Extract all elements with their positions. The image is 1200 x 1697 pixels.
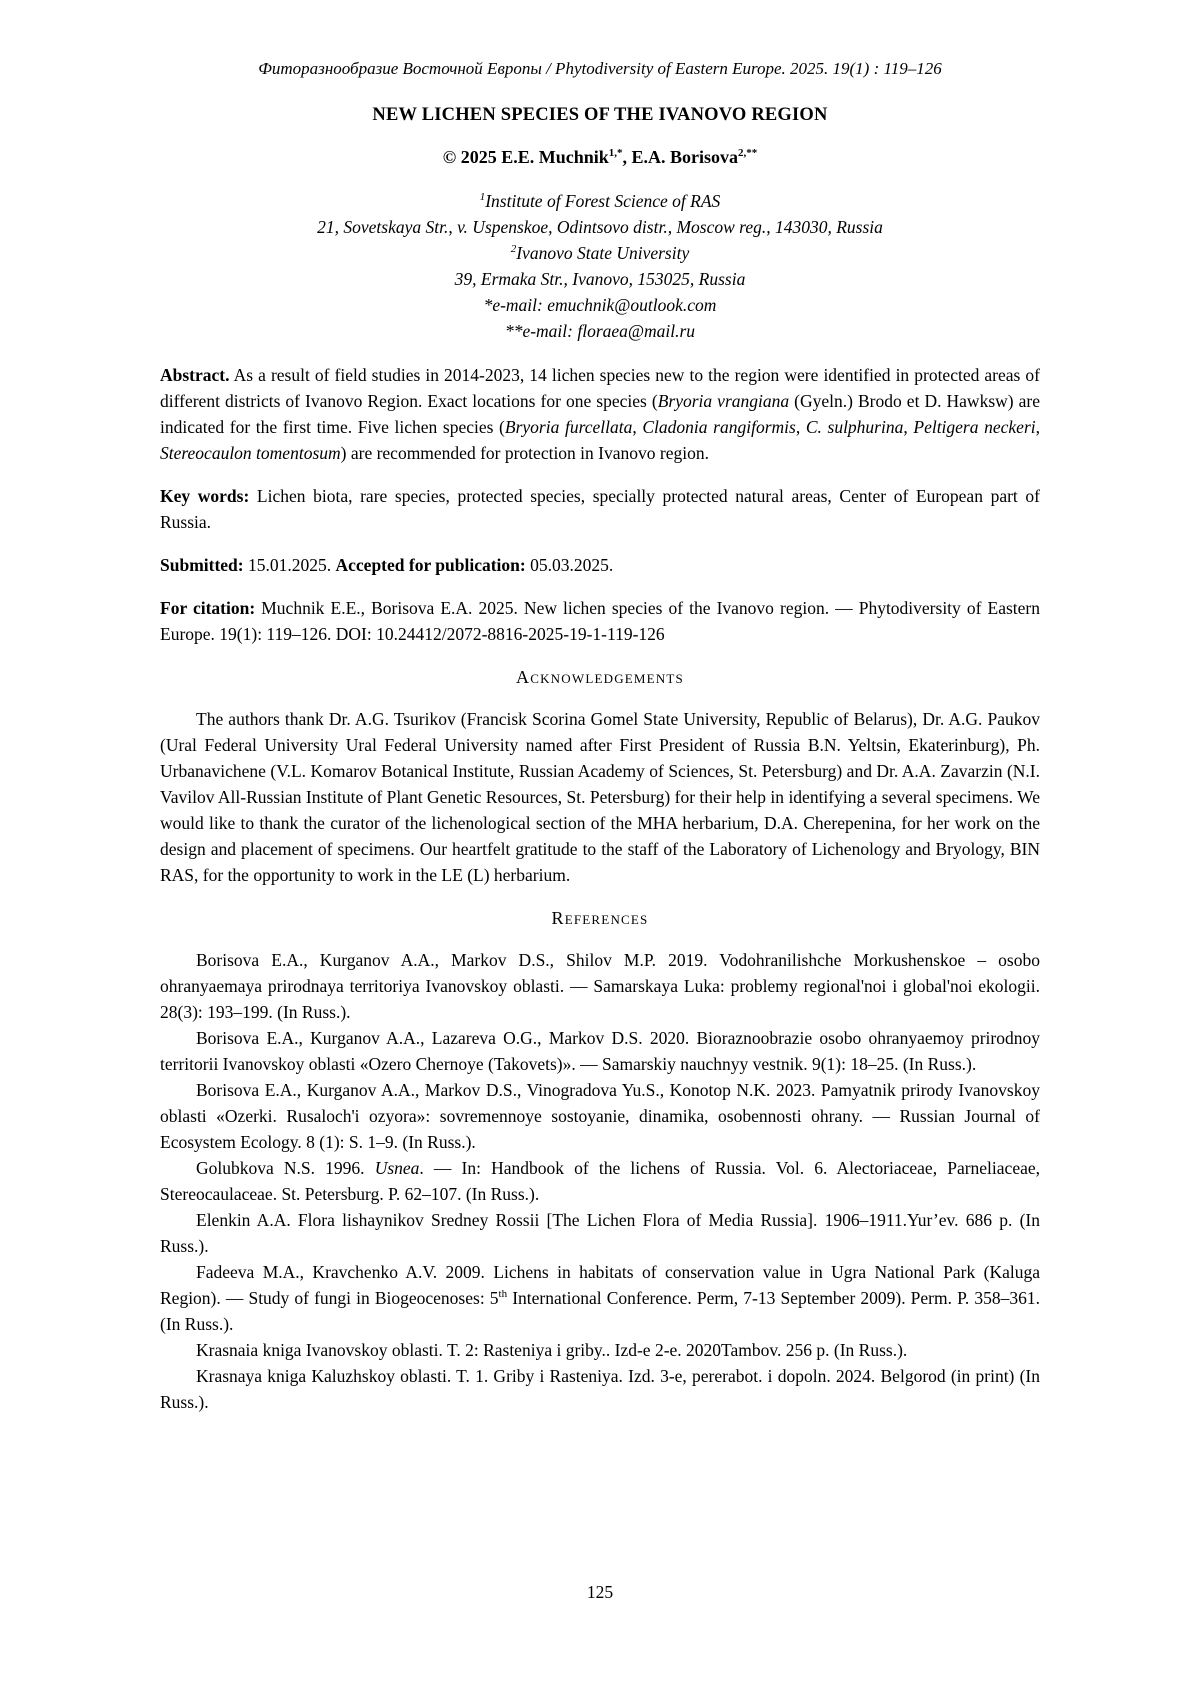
reference-superscript: th <box>498 1288 508 1301</box>
citation-paragraph <box>160 595 1040 647</box>
reference-entry <box>160 947 1040 1025</box>
species-name-italic: Bryoria vrangiana <box>657 391 790 411</box>
affiliation-2-address-text: 39, Ermaka Str., Ivanovo, 153025, Russia <box>454 269 746 289</box>
references-heading-text: References <box>551 908 649 928</box>
reference-text: Krasnaia kniga Ivanovskoy oblasti. T. 2: Rasteniya i griby.. Izd-e 2-e. 2020Tambov. 256 p. (In Russ.). <box>196 1340 908 1360</box>
affiliation-1-address-text: 21, Sovetskaya Str., v. Uspenskoe, Odintsovo distr., Moscow reg., 143030, Russia <box>317 217 883 237</box>
references-heading <box>160 905 1040 931</box>
reference-text: Borisova E.A., Kurganov A.A., Lazareva O.G., Markov D.S. 2020. Bioraznoobrazie osobo ohranyaemoy prirodnoy territorii Ivanovskoy oblasti «Ozero Chernoye (Takovets)». — Samarskiy nauchnyy vestnik. 9(1): 18–25. (In Russ.). <box>160 1028 1040 1074</box>
submitted-value: 15.01.2025. <box>243 555 336 575</box>
abstract-segment: , <box>903 417 914 437</box>
email-1 <box>160 292 1040 318</box>
reference-entry <box>160 1207 1040 1259</box>
email-2-text: **e-mail: floraea@mail.ru <box>504 321 696 341</box>
authors-line <box>160 144 1040 170</box>
abstract-paragraph <box>160 362 1040 466</box>
species-name-italic: Stereocaulon tomentosum <box>160 443 341 463</box>
abstract-segment: , <box>632 417 643 437</box>
species-name-italic: Bryoria furcellata <box>504 417 633 437</box>
affiliation-1-superscript: 1 <box>479 191 486 204</box>
references-list <box>160 947 1040 1415</box>
species-name-italic: Cladonia rangiformis <box>642 417 796 437</box>
affiliation-1-address <box>160 214 1040 240</box>
email-1-text: *e-mail: emuchnik@outlook.com <box>483 295 717 315</box>
reference-text: International Conference. Perm, 7-13 September 2009). Perm. P. 358–361. (In Russ.). <box>160 1288 1040 1334</box>
reference-entry <box>160 1077 1040 1155</box>
reference-text: Borisova E.A., Kurganov A.A., Markov D.S., Shilov M.P. 2019. Vodohranilishche Morkushenskoe – osobo ohranyaemaya prirodnaya territoriya Ivanovskoy oblasti. — Samarskaya Luka: problemy regional'noi i global'noi ekologii. 28(3): 193–199. (In Russ.). <box>160 950 1040 1022</box>
journal-header-text: Фиторазнообразие Восточной Европы / Phytodiversity of Eastern Europe. 2025. 19(1) : 119–126 <box>258 59 942 78</box>
reference-text: Golubkova N.S. 1996. <box>196 1158 375 1178</box>
authors-prefix: © 2025 E.E. Muchnik <box>442 147 609 167</box>
reference-entry <box>160 1259 1040 1337</box>
reference-italic: Usnea <box>374 1158 420 1178</box>
accepted-label: Accepted for publication: <box>335 555 526 575</box>
authors-middle: , E.A. Borisova <box>622 147 738 167</box>
submitted-label: Submitted: <box>160 555 244 575</box>
abstract-segment: ) are recommended for protection in Ivanovo region. <box>340 443 709 463</box>
abstract-label: Abstract. <box>160 365 230 385</box>
acknowledgements-heading-text: Acknowledgements <box>516 667 684 687</box>
species-name-italic: C. sulphurina <box>805 417 904 437</box>
accepted-value: 05.03.2025. <box>525 555 614 575</box>
page-title <box>160 102 1040 128</box>
acknowledgements-text: The authors thank Dr. A.G. Tsurikov (Francisk Scorina Gomel State University, Republic of Belarus), Dr. A.G. Paukov (Ural Federal University Ural Federal University named after First President of Russia B.N. Yeltsin, Ekaterinburg), Ph. Urbanavichene (V.L. Komarov Botanical Institute, Russian Academy of Sciences, St. Petersburg) and Dr. A.A. Zavarzin (N.I. Vavilov All-Russian Institute of Plant Genetic Resources, St. Petersburg) for their help in identifying a several specimens. We would like to thank the curator of the lichenological section of the MHA herbarium, D.A. Cherepenina, for her work on the design and placement of specimens. Our heartfelt gratitude to the staff of the Laboratory of Lichenology and Bryology, BIN RAS, for the opportunity to work in the LE (L) herbarium. <box>160 709 1040 885</box>
reference-entry <box>160 1155 1040 1207</box>
reference-entry <box>160 1363 1040 1415</box>
abstract-segment: , <box>1035 417 1040 437</box>
reference-text: . — In: Handbook of the lichens of Russia. Vol. 6. Alectoriaceae, Parneliaceae, Stereocaulaceae. St. Petersburg. P. 62–107. (In Russ.). <box>160 1158 1040 1204</box>
keywords-label: Key words: <box>160 486 250 506</box>
species-name-italic: Peltigera neckeri <box>913 417 1036 437</box>
keywords-paragraph <box>160 483 1040 535</box>
journal-header <box>160 56 1040 82</box>
email-2 <box>160 318 1040 344</box>
reference-text: Krasnaya kniga Kaluzhskoy oblasti. T. 1. Griby i Rasteniya. Izd. 3-e, pererabot. i dopoln. 2024. Belgorod (in print) (In Russ.). <box>160 1366 1040 1412</box>
author-2-superscript: 2,** <box>738 147 758 159</box>
reference-text: Borisova E.A., Kurganov A.A., Markov D.S., Vinogradova Yu.S., Konotop N.K. 2023. Pamyatnik prirody Ivanovskoy oblasti «Ozerki. Rusaloch'i ozyora»: sovremennoye sostoyanie, dinamika, osobennosti ohrany. — Russian Journal of Ecosystem Ecology. 8 (1): S. 1–9. (In Russ.). <box>160 1080 1040 1152</box>
reference-entry <box>160 1337 1040 1363</box>
affiliation-1-text: Institute of Forest Science of RAS <box>485 191 721 211</box>
affiliation-2 <box>160 240 1040 266</box>
affiliation-1 <box>160 188 1040 214</box>
citation-text: Muchnik E.E., Borisova E.A. 2025. New lichen species of the Ivanovo region. — Phytodiversity of Eastern Europe. 19(1): 119–126. DOI: 10.24412/2072-8816-2025-19-1-119-126 <box>160 598 1040 644</box>
acknowledgements-paragraph <box>160 706 1040 888</box>
affiliation-2-superscript: 2 <box>510 243 517 256</box>
abstract-segment: (Gyeln.) Brodo et D. Hawksw) are indicated for the first time. Five lichen species ( <box>160 391 1041 437</box>
affiliation-2-text: Ivanovo State University <box>516 243 690 263</box>
affiliation-2-address <box>160 266 1040 292</box>
reference-text: Elenkin A.A. Flora lishaynikov Sredney Rossii [The Lichen Flora of Media Russia]. 1906–1911.Yur’ev. 686 p. (In Russ.). <box>160 1210 1040 1256</box>
abstract-segment: As a result of field studies in 2014-2023, 14 lichen species new to the region were identified in protected areas of different districts of Ivanovo Region. Exact locations for one species ( <box>160 365 1040 411</box>
page-number-text: 125 <box>586 1582 614 1602</box>
citation-label: For citation: <box>160 598 256 618</box>
reference-entry <box>160 1025 1040 1077</box>
keywords-text: Lichen biota, rare species, protected species, specially protected natural areas, Center of European part of Russia. <box>160 486 1040 532</box>
acknowledgements-heading <box>160 664 1040 690</box>
reference-text: Fadeeva M.A., Kravchenko A.V. 2009. Lichens in habitats of conservation value in Ugra National Park (Kaluga Region). — Study of fungi in Biogeocenoses: 5 <box>160 1262 1040 1308</box>
page-number <box>0 1582 1200 1603</box>
dates-paragraph <box>160 552 1040 578</box>
page-title-text: NEW LICHEN SPECIES OF THE IVANOVO REGION <box>372 105 828 125</box>
author-1-superscript: 1,* <box>608 147 623 159</box>
abstract-segment: , <box>795 417 806 437</box>
affiliations-block <box>160 188 1040 344</box>
